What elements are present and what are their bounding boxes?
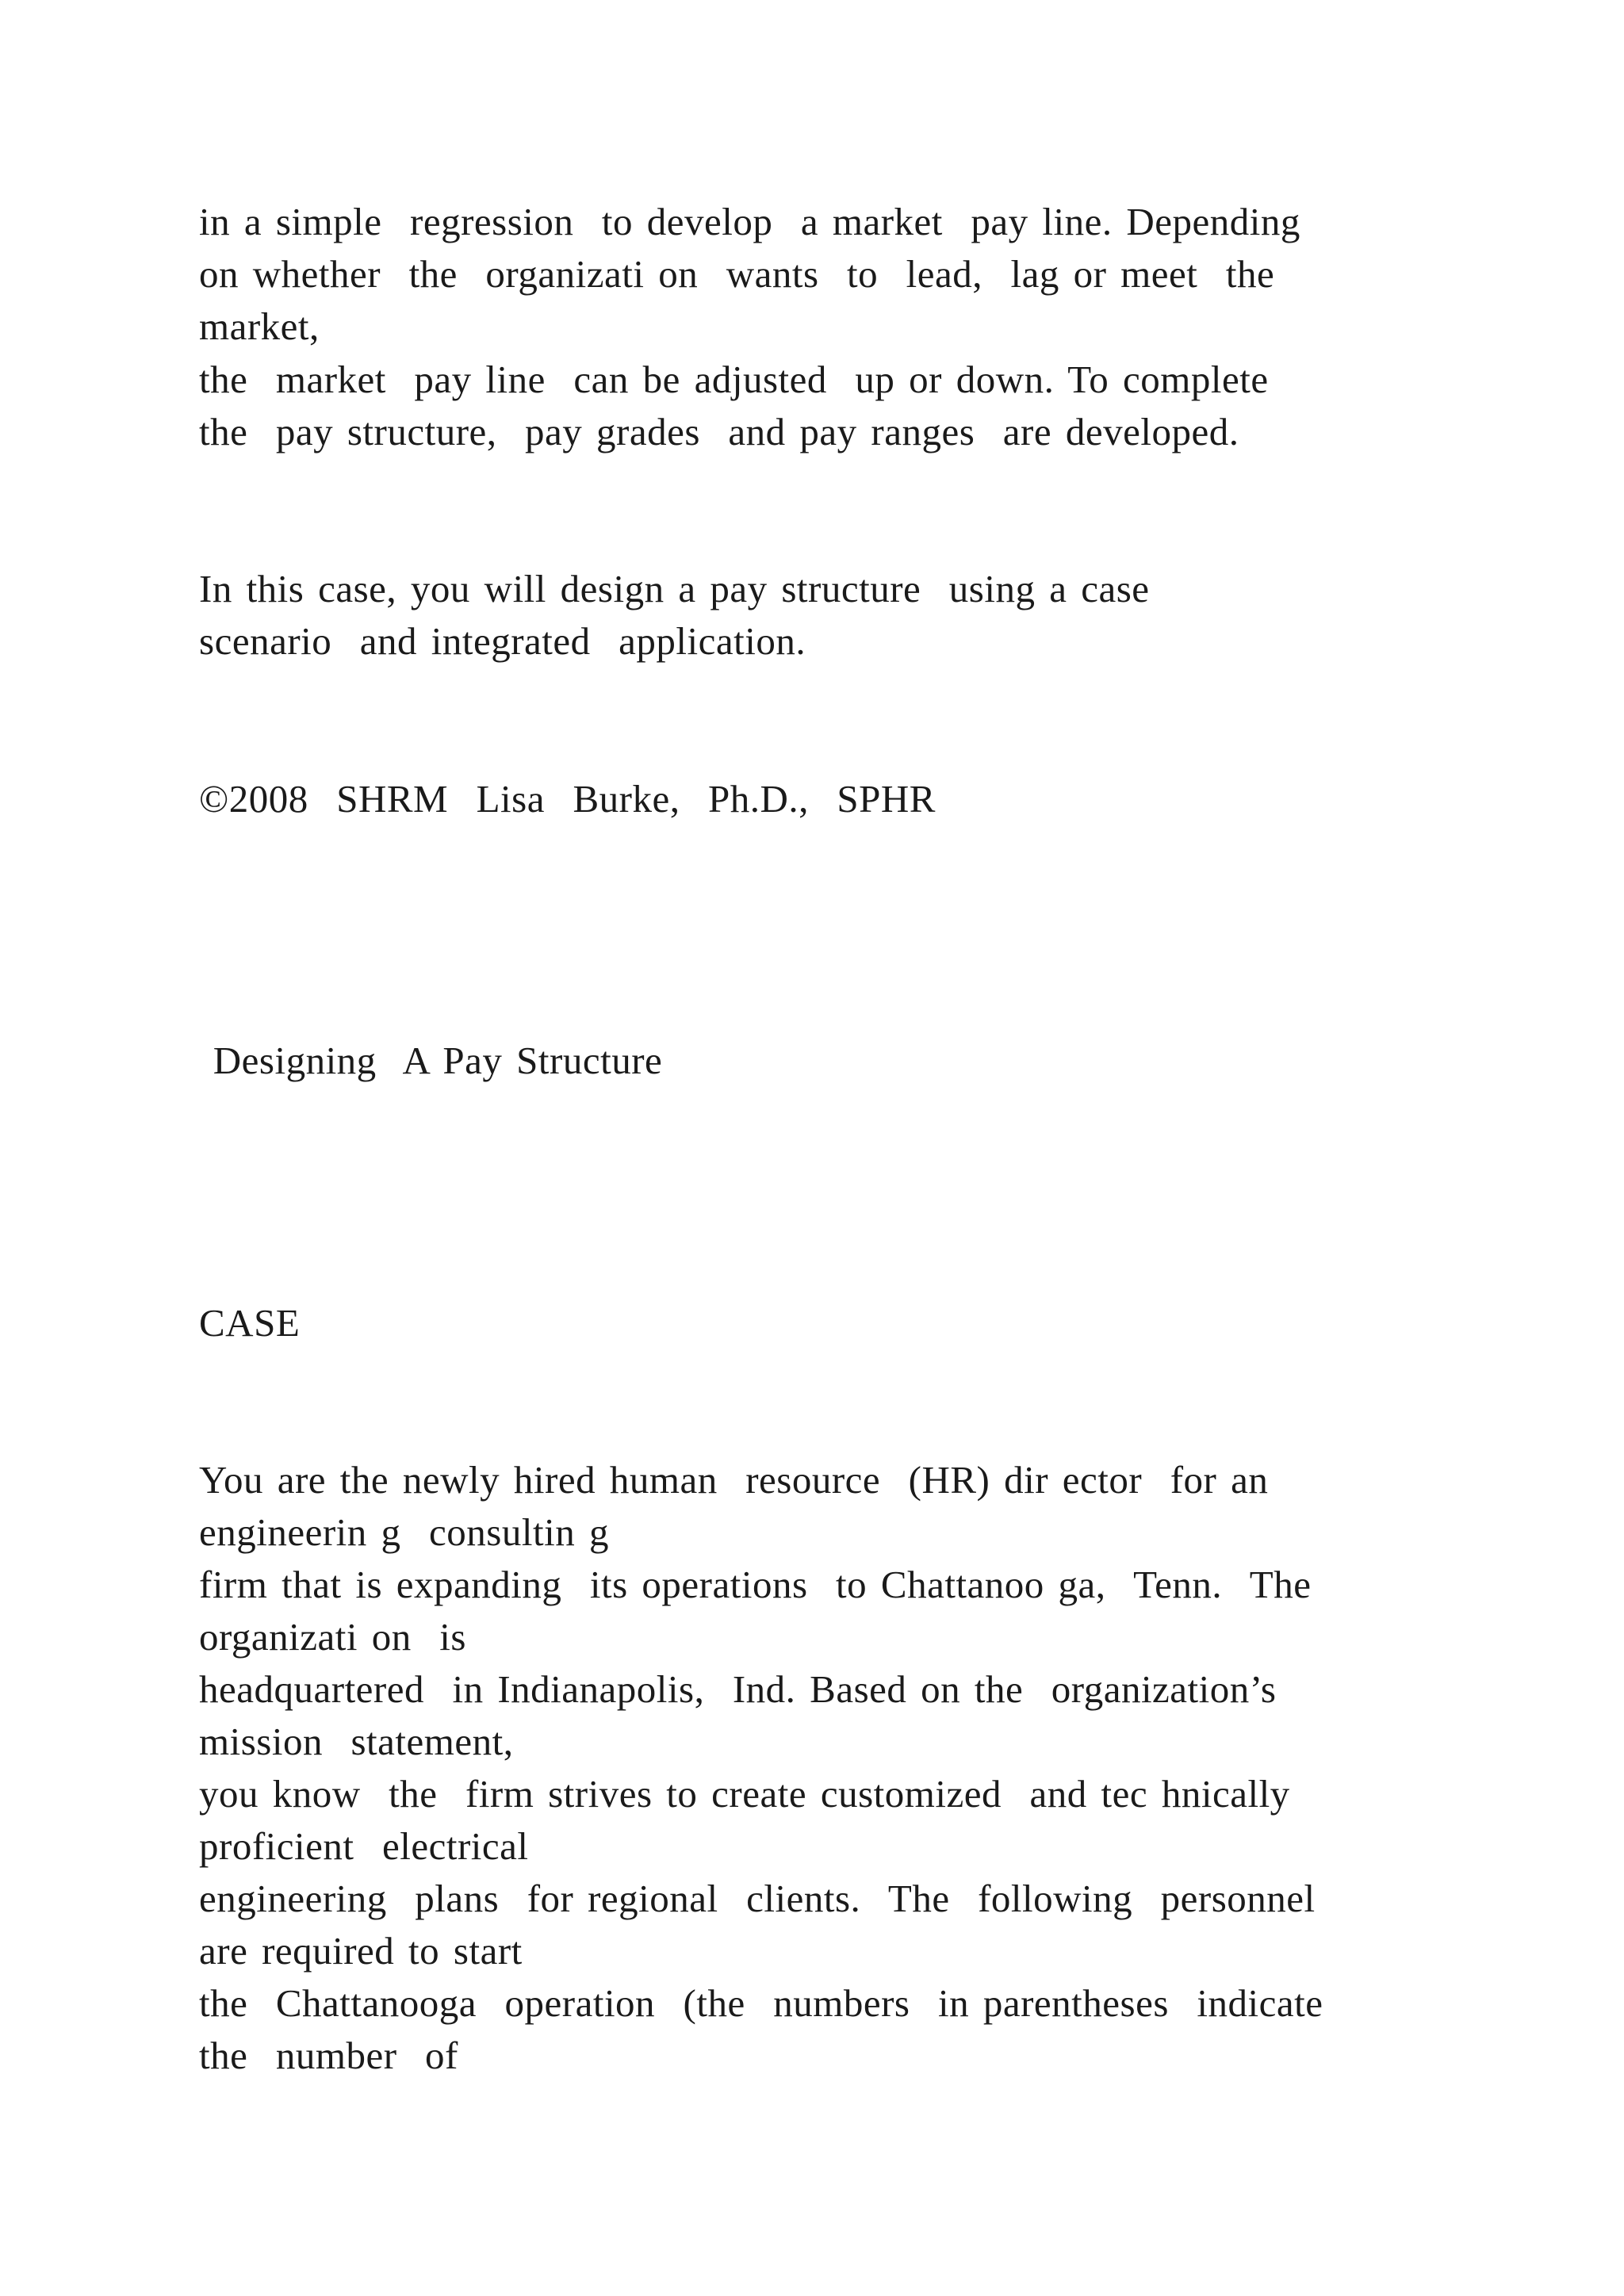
- body-text-line: organizati on is: [199, 1615, 466, 1659]
- body-text-line: mission statement,: [199, 1720, 514, 1763]
- body-text-line: engineering plans for regional clients. The following personnel: [199, 1877, 1316, 1920]
- body-text-line: the number of: [199, 2034, 458, 2077]
- section-heading: CASE: [199, 1301, 301, 1345]
- body-text-line: are required to start: [199, 1929, 523, 1973]
- body-text-line: scenario and integrated application.: [199, 619, 806, 663]
- body-text-line: the market pay line can be adjusted up or down. To complete: [199, 358, 1269, 401]
- body-text-line: headquartered in Indianapolis, Ind. Based on the organization’s: [199, 1667, 1277, 1711]
- body-text-line: market,: [199, 304, 320, 348]
- document-title: Designing A Pay Structure: [199, 1039, 663, 1082]
- body-text-line: the Chattanooga operation (the numbers in parentheses indicate: [199, 1981, 1323, 2025]
- body-text-line: engineerin g consultin g: [199, 1510, 609, 1554]
- body-text-line: proficient electrical: [199, 1824, 529, 1868]
- copyright-line: ©2008 SHRM Lisa Burke, Ph.D., SPHR: [199, 777, 936, 821]
- body-text-line: in a simple regression to develop a market pay line. Depending: [199, 200, 1300, 243]
- body-text-line: In this case, you will design a pay structure using a case: [199, 567, 1150, 610]
- body-text-line: on whether the organizati on wants to lead, lag or meet the: [199, 252, 1275, 296]
- body-text-line: you know the firm strives to create customized and tec hnically: [199, 1772, 1290, 1816]
- body-text-line: You are the newly hired human resource (HR) dir ector for an: [199, 1458, 1269, 1502]
- body-text-line: firm that is expanding its operations to Chattanoo ga, Tenn. The: [199, 1563, 1312, 1606]
- body-text-line: the pay structure, pay grades and pay ranges are developed.: [199, 410, 1239, 453]
